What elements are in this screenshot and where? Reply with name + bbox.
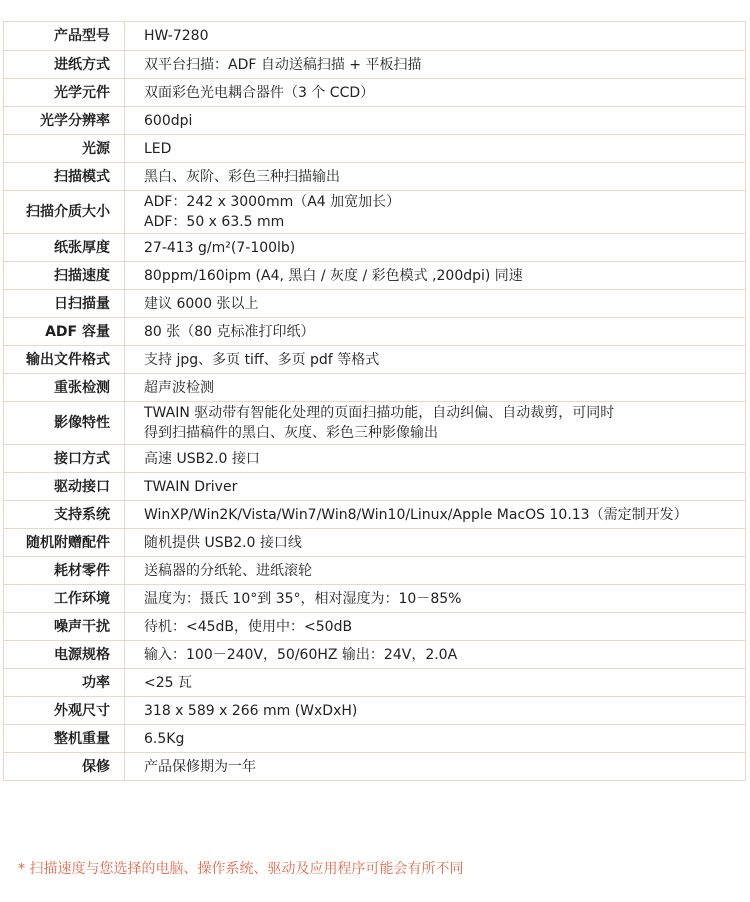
spec-value-line: 27-413 g/m²(7-100lb): [144, 239, 296, 256]
spec-value-line: ADF：242 x 3000mm（A4 加宽加长）: [144, 194, 401, 210]
spec-value-line: 双平台扫描：ADF 自动送稿扫描 + 平板扫描: [144, 56, 422, 73]
spec-value: [125, 79, 746, 107]
spec-table: [3, 21, 746, 781]
spec-value-line: 温度为：摄氏 10°到 35°，相对湿度为：10－85%: [144, 590, 462, 607]
spec-value-line: 得到扫描稿件的黑白、灰度、彩色三种影像输出: [144, 425, 438, 441]
spec-row: [4, 346, 746, 374]
spec-row: [4, 191, 746, 234]
spec-row: [4, 262, 746, 290]
spec-value-line: HW-7280: [144, 28, 209, 44]
spec-row: [4, 135, 746, 163]
spec-value-line: 产品保修期为一年: [144, 758, 256, 775]
spec-row: [4, 557, 746, 585]
spec-value: [125, 107, 746, 135]
spec-value: [125, 318, 746, 346]
spec-row: [4, 613, 746, 641]
spec-value: [125, 402, 746, 445]
spec-value: [125, 262, 746, 290]
spec-value-line: 80 张（80 克标准打印纸）: [144, 323, 315, 340]
spec-row: [4, 290, 746, 318]
spec-value-line: 黑白、灰阶、彩色三种扫描输出: [144, 168, 340, 185]
spec-value-line: 送稿器的分纸轮、进纸滚轮: [144, 562, 312, 579]
spec-value-line: 随机提供 USB2.0 接口线: [144, 534, 302, 551]
spec-label: ADF 容量: [4, 318, 125, 346]
spec-label: 产品型号: [4, 22, 125, 51]
spec-row: [4, 641, 746, 669]
spec-row: [4, 318, 746, 346]
spec-row: [4, 501, 746, 529]
spec-value: [125, 445, 746, 473]
spec-row: [4, 22, 746, 51]
spec-label: 扫描介质大小: [4, 191, 125, 234]
spec-value: [125, 641, 746, 669]
spec-value-line: 600dpi: [144, 112, 193, 129]
spec-value-line: 高速 USB2.0 接口: [144, 450, 260, 467]
spec-value: [125, 753, 746, 781]
spec-row: [4, 529, 746, 557]
spec-value: [125, 51, 746, 79]
spec-value: [125, 163, 746, 191]
spec-value: [125, 697, 746, 725]
spec-row: [4, 725, 746, 753]
spec-value-line: 输入：100－240V，50/60HZ 输出：24V，2.0A: [144, 646, 458, 663]
spec-value: [125, 529, 746, 557]
spec-label: 接口方式: [4, 445, 125, 473]
spec-value-line: TWAIN 驱动带有智能化处理的页面扫描功能，自动纠偏、自动裁剪，可同时: [144, 405, 615, 421]
footnote: * 扫描速度与您选择的电脑、操作系统、驱动及应用程序可能会有所不同: [18, 861, 464, 877]
spec-label: 影像特性: [4, 402, 125, 445]
spec-label: 光学元件: [4, 79, 125, 107]
spec-row: [4, 163, 746, 191]
spec-label: 扫描速度: [4, 262, 125, 290]
spec-value: [125, 557, 746, 585]
spec-label: 保修: [4, 753, 125, 781]
spec-row: [4, 402, 746, 445]
spec-label: 日扫描量: [4, 290, 125, 318]
spec-label: 整机重量: [4, 725, 125, 753]
spec-row: [4, 473, 746, 501]
spec-value: [125, 290, 746, 318]
spec-label: 噪声干扰: [4, 613, 125, 641]
spec-row: [4, 445, 746, 473]
spec-value: [125, 669, 746, 697]
spec-label: 输出文件格式: [4, 346, 125, 374]
spec-row: [4, 585, 746, 613]
spec-row: [4, 107, 746, 135]
spec-row: [4, 234, 746, 262]
spec-value: [125, 725, 746, 753]
spec-value: [125, 135, 746, 163]
spec-row: [4, 51, 746, 79]
spec-value-line: 双面彩色光电耦合器件（3 个 CCD）: [144, 84, 375, 101]
spec-row: [4, 669, 746, 697]
spec-label: 外观尺寸: [4, 697, 125, 725]
spec-value: [125, 346, 746, 374]
spec-value-line: WinXP/Win2K/Vista/Win7/Win8/Win10/Linux/Apple MacOS 10.13（需定制开发）: [144, 506, 688, 523]
spec-value: [125, 374, 746, 402]
spec-value-line: <25 瓦: [144, 674, 192, 691]
spec-label: 支持系统: [4, 501, 125, 529]
spec-label: 重张检测: [4, 374, 125, 402]
spec-label: 功率: [4, 669, 125, 697]
spec-value-line: 建议 6000 张以上: [144, 295, 259, 312]
spec-value-line: 318 x 589 x 266 mm (WxDxH): [144, 702, 358, 719]
spec-value: [125, 191, 746, 234]
spec-label: 扫描模式: [4, 163, 125, 191]
spec-label: 随机附赠配件: [4, 529, 125, 557]
spec-label: 驱动接口: [4, 473, 125, 501]
spec-label: 工作环境: [4, 585, 125, 613]
spec-value-line: LED: [144, 140, 172, 157]
spec-value: [125, 585, 746, 613]
spec-value: [125, 613, 746, 641]
spec-value: [125, 473, 746, 501]
spec-value-line: 支持 jpg、多页 tiff、多页 pdf 等格式: [144, 351, 380, 368]
spec-row: [4, 697, 746, 725]
spec-value-line: 待机：<45dB，使用中：<50dB: [144, 618, 353, 635]
spec-label: 电源规格: [4, 641, 125, 669]
spec-row: [4, 753, 746, 781]
spec-value-line: 80ppm/160ipm (A4, 黑白 / 灰度 / 彩色模式 ,200dpi) 同速: [144, 267, 523, 284]
spec-value: [125, 234, 746, 262]
spec-label: 纸张厚度: [4, 234, 125, 262]
spec-value: [125, 22, 746, 51]
spec-value-line: TWAIN Driver: [144, 478, 238, 495]
spec-row: [4, 79, 746, 107]
spec-value-line: ADF：50 x 63.5 mm: [144, 214, 285, 230]
spec-label: 耗材零件: [4, 557, 125, 585]
spec-row: [4, 374, 746, 402]
spec-table-body: [4, 22, 746, 781]
spec-label: 光源: [4, 135, 125, 163]
spec-label: 进纸方式: [4, 51, 125, 79]
spec-value-line: 超声波检测: [144, 379, 214, 396]
spec-label: 光学分辨率: [4, 107, 125, 135]
spec-value-line: 6.5Kg: [144, 730, 185, 747]
spec-value: [125, 501, 746, 529]
